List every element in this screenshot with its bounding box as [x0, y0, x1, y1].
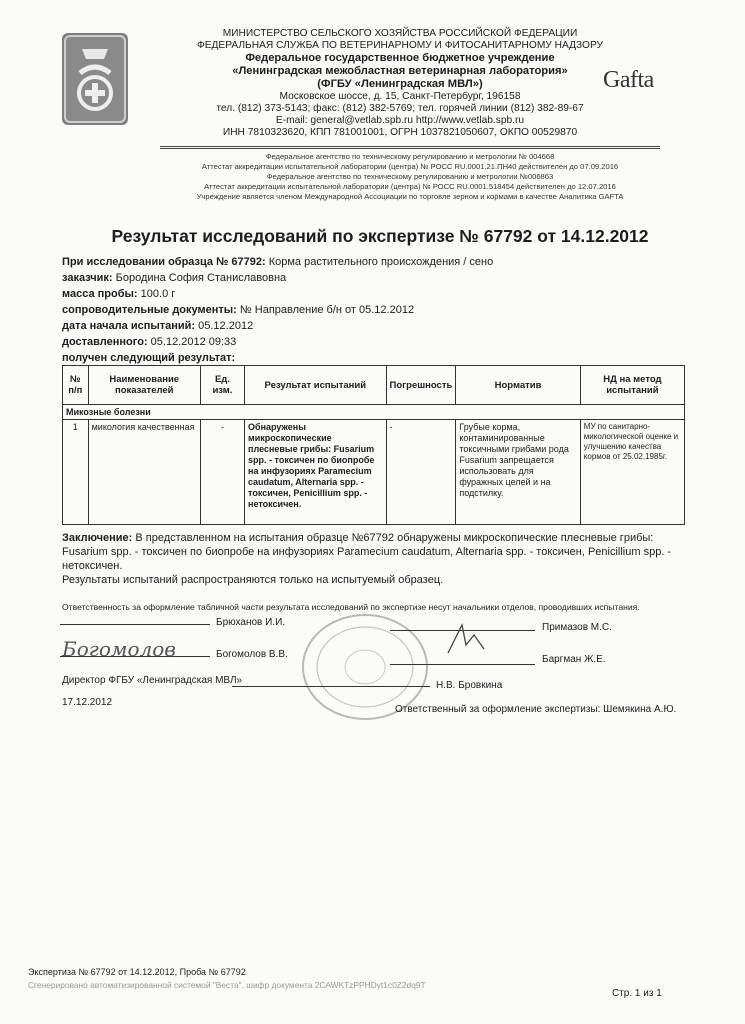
- responsible-person: Ответственный за оформление экспертизы: Шемякина А.Ю.: [395, 704, 677, 715]
- customer-value: Бородина София Станиславовна: [115, 272, 287, 284]
- signer-1: Брюханов И.И.: [216, 617, 286, 628]
- handwritten-signature-icon: [440, 618, 490, 658]
- document-title: Результат исследований по экспертизе № 67792 от 14.12.2012: [111, 226, 649, 246]
- row-method: МУ по санитарно-микологической оценке и улучшению качества кормов от 25.02.1985г.: [580, 420, 684, 525]
- address-line: Московское шоссе, д. 15, Санкт-Петербург, 196158: [279, 91, 521, 102]
- service-line: ФЕДЕРАЛЬНАЯ СЛУЖБА ПО ВЕТЕРИНАРНОМУ И ФИТОСАНИТАРНОМУ НАДЗОРУ: [196, 40, 604, 51]
- col-unit: Ед. изм.: [200, 366, 244, 405]
- row-num: 1: [63, 420, 89, 525]
- col-num: № п/п: [63, 366, 89, 405]
- accreditation-line: Федеральное агентство по техническому регулированию и метрологии №006863: [266, 172, 554, 181]
- row-result: Обнаружены микроскопические плесневые грибы: Fusarium spp. - токсичен по биопробе на инфузориях Paramecium caudatum, Alternaria spp. - токсичен, Penicillium spp. - нетоксичен.: [245, 420, 387, 525]
- signature-line: [60, 624, 210, 625]
- accreditation-line: Аттестат аккредитации испытательной лаборатории (центра) № РОСС RU.0001.518454 действителен до 12.07.2016: [204, 182, 616, 191]
- handwritten-signature: Богомолов: [62, 637, 176, 661]
- sample-value: Корма растительного происхождения / сено: [268, 256, 494, 268]
- accreditation-line: Учреждение является членом Международной Ассоциации по торговле зерном и кормами в качестве Аналитика GAFTA: [196, 192, 624, 201]
- col-result: Результат испытаний: [245, 366, 387, 405]
- table-header-row: [63, 366, 685, 405]
- sample-label: При исследовании образца № 67792:: [62, 256, 266, 268]
- header-divider-2: [160, 148, 660, 149]
- docs-value: № Направление б/н от 05.12.2012: [239, 304, 415, 316]
- signature-date: 17.12.2012: [62, 697, 113, 708]
- delivered-value: 05.12.2012 09:33: [150, 336, 237, 348]
- col-method: НД на метод испытаний: [580, 366, 684, 405]
- footer-generated: Сгенерировано автоматизированной системой "Веста", шифр документа 2CAWKTzPPHDyt1c0Z2dq9T: [28, 980, 426, 990]
- accreditation-line: Аттестат аккредитации испытательной лаборатории (центра) № РОСС RU.0001.21.ПН40 действителен до 07.09.2016: [201, 162, 619, 171]
- email-line: E-mail: general@vetlab.spb.ru http://www.vetlab.spb.ru: [275, 115, 525, 126]
- sample-info: [62, 254, 493, 366]
- header-block: [120, 28, 680, 139]
- mass-value: 100.0 г: [140, 288, 176, 300]
- row-error: -: [386, 420, 456, 525]
- conclusion-text: В представленном на испытания образце №67792 обнаружены микроскопические плесневые грибы: Fusarium spp. - токсичен по биопробе на инфузориях Paramecium caudatum, Alternaria spp. - токсичен, Penicillium spp. - нетоксичен.: [62, 532, 672, 572]
- start-label: дата начала испытаний:: [62, 320, 196, 332]
- docs-label: сопроводительные документы:: [62, 304, 237, 316]
- signature-line: [232, 686, 430, 687]
- col-error: Погрешность: [386, 366, 456, 405]
- group-row: [63, 405, 685, 420]
- institution-short: (ФГБУ «Ленинградская МВЛ»): [317, 78, 483, 90]
- col-norm: Норматив: [456, 366, 580, 405]
- signer-2: Примазов М.С.: [542, 622, 612, 633]
- ministry-line: МИНИСТЕРСТВО СЕЛЬСКОГО ХОЗЯЙСТВА РОССИЙСКОЙ ФЕДЕРАЦИИ: [222, 28, 578, 39]
- result-label: получен следующий результат:: [62, 352, 236, 364]
- conclusion-scope: Результаты испытаний распространяются только на испытуемый образец.: [62, 574, 444, 586]
- header-divider: [160, 146, 660, 147]
- row-unit: -: [200, 420, 244, 525]
- lab-logo: [62, 33, 128, 125]
- director-name: Н.В. Бровкина: [436, 680, 503, 691]
- col-name: Наименование показателей: [88, 366, 200, 405]
- page-number: Стр. 1 из 1: [612, 988, 662, 999]
- footer-expertise: Экспертиза № 67792 от 14.12.2012, Проба № 67792: [28, 967, 246, 977]
- responsibility-note: Ответственность за оформление табличной части результата исследований по экспертизе несут начальники отделов, проводивших испытания.: [62, 602, 640, 612]
- director-label: Директор ФГБУ «Ленинградская МВЛ»: [62, 675, 243, 686]
- conclusion: [62, 531, 692, 587]
- customer-label: заказчик:: [62, 272, 113, 284]
- row-name: микология качественная: [88, 420, 200, 525]
- conclusion-label: Заключение:: [62, 532, 133, 544]
- gafta-logo: Gafta: [603, 67, 654, 93]
- signer-3: Богомолов В.В.: [216, 649, 288, 660]
- delivered-label: доставленного:: [62, 336, 148, 348]
- bowl-snake-cross-icon: [62, 33, 128, 125]
- signature-line: [390, 664, 535, 665]
- table-row: [63, 420, 685, 525]
- handwritten-signature-icon: [60, 634, 210, 664]
- institution-name: «Ленинградская межобластная ветеринарная лаборатория»: [232, 65, 568, 77]
- institution-type: Федеральное государственное бюджетное учреждение: [245, 52, 555, 64]
- mass-label: масса пробы:: [62, 288, 138, 300]
- requisites-line: ИНН 7810323620, КПП 781001001, ОГРН 1037821050607, ОКПО 00529870: [222, 127, 578, 138]
- signer-4: Баргман Ж.Е.: [542, 654, 606, 665]
- group-label: Микозные болезни: [63, 405, 685, 420]
- phone-line: тел. (812) 373-5143; факс: (812) 382-5769; тел. горячей линии (812) 382-89-67: [216, 103, 584, 114]
- row-norm: Грубые корма, контаминированные токсичными грибами рода Fusarium запрещается использовать для фуражных целей и на подстилку.: [456, 420, 580, 525]
- start-value: 05.12.2012: [198, 320, 254, 332]
- accreditation-block: [120, 152, 700, 202]
- results-table: [62, 365, 685, 525]
- accreditation-line: Федеральное агентство по техническому регулированию и метрологии № 004668: [265, 152, 555, 161]
